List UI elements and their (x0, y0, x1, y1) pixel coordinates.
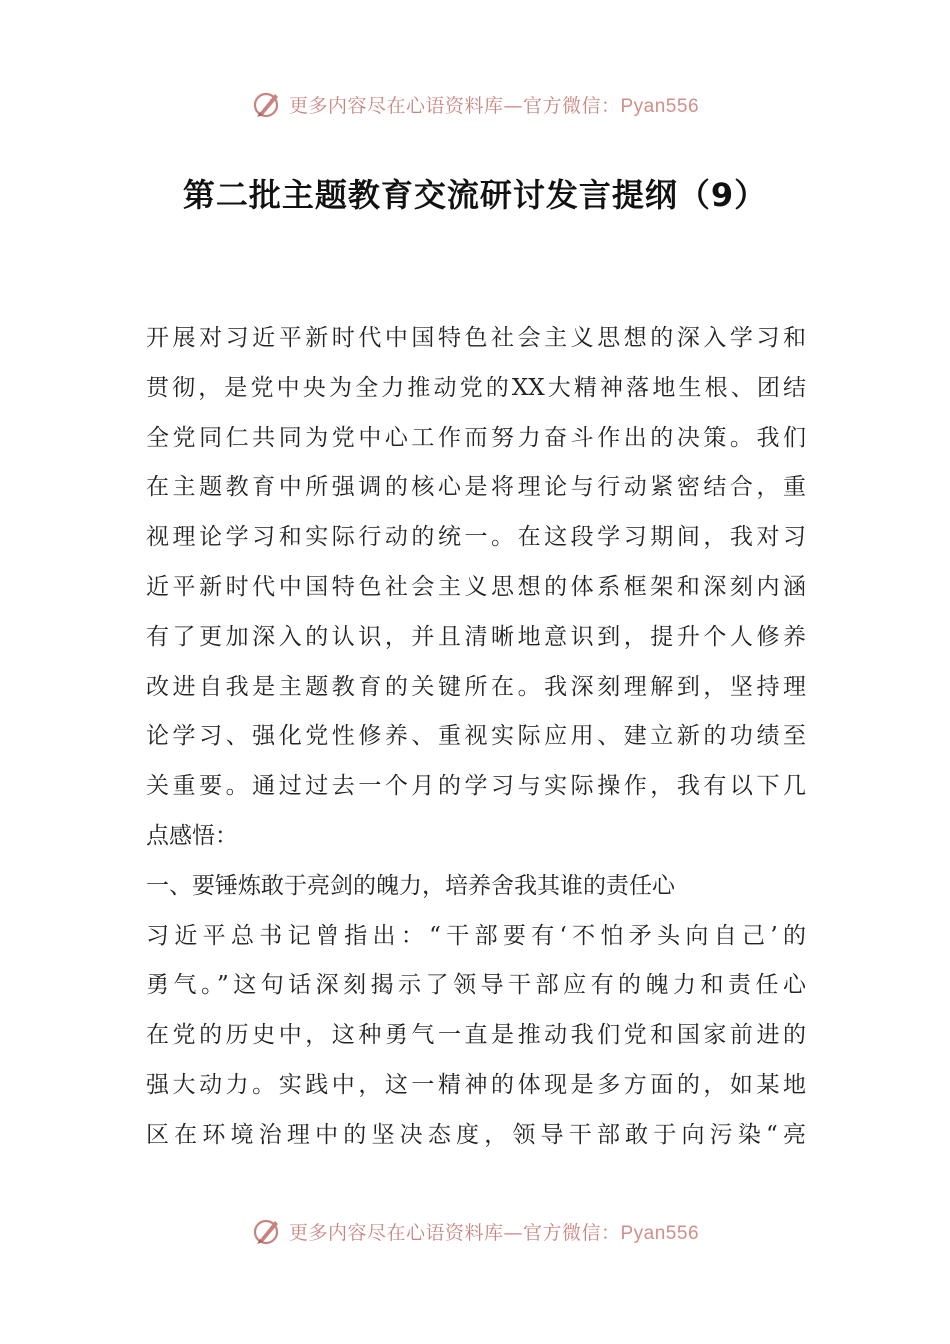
pen-logo-icon (251, 1215, 283, 1247)
text-line: 改进自我是主题教育的关键所在。我深刻理解到，坚持理 (146, 673, 806, 700)
footer-watermark (0, 1211, 950, 1251)
text-line: 区在环境治理中的坚决态度，领导干部敢于向污染“亮 (146, 1121, 806, 1148)
body-text (146, 314, 806, 1161)
text-line: 论学习、强化党性修养、重视实际应用、建立新的功绩至 (146, 723, 806, 750)
text-line: 习近平总书记曾指出：“干部要有‘不怕矛头向自己’的 (146, 922, 806, 949)
watermark-handle: Pyan556 (620, 95, 700, 117)
text-line: 开展对习近平新时代中国特色社会主义思想的深入学习和 (146, 325, 806, 351)
watermark-label: 更多内容尽在心语资料库—官方微信： (288, 1221, 621, 1244)
text-line: 贯彻，是党中央为全力推动党的XX大精神落地生根、团结 (146, 374, 806, 401)
text-line: 在主题教育中所强调的核心是将理论与行动紧密结合，重 (146, 474, 806, 501)
text-line: 视理论学习和实际行动的统一。在这段学习期间，我对习 (146, 524, 806, 551)
text-line: 全党同仁共同为党中心工作而努力奋斗作出的决策。我们 (146, 424, 806, 451)
text-line: 在党的历史中，这种勇气一直是推动我们党和国家前进的 (146, 1022, 806, 1049)
pen-logo-icon (251, 88, 283, 120)
text-line: 强大动力。实践中，这一精神的体现是多方面的，如某地 (146, 1071, 806, 1098)
text-line: 关重要。通过过去一个月的学习与实际操作，我有以下几 (146, 773, 806, 800)
section-heading: 一、要锤炼敢于亮剑的魄力，培养舍我其谁的责任心 (146, 872, 675, 899)
header-watermark (0, 84, 950, 124)
watermark-label: 更多内容尽在心语资料库—官方微信： (288, 94, 621, 117)
watermark-text (289, 91, 699, 118)
watermark-text (289, 1218, 699, 1245)
page-title: 第二批主题教育交流研讨发言提纲（9） (182, 176, 768, 214)
watermark-handle: Pyan556 (620, 1222, 700, 1244)
text-line: 点感悟： (146, 822, 238, 849)
text-line: 有了更加深入的认识，并且清晰地意识到，提升个人修养 (146, 623, 806, 650)
text-line: 勇气。”这句话深刻揭示了领导干部应有的魄力和责任心 (146, 972, 806, 999)
text-line: 近平新时代中国特色社会主义思想的体系框架和深刻内涵 (146, 573, 806, 600)
